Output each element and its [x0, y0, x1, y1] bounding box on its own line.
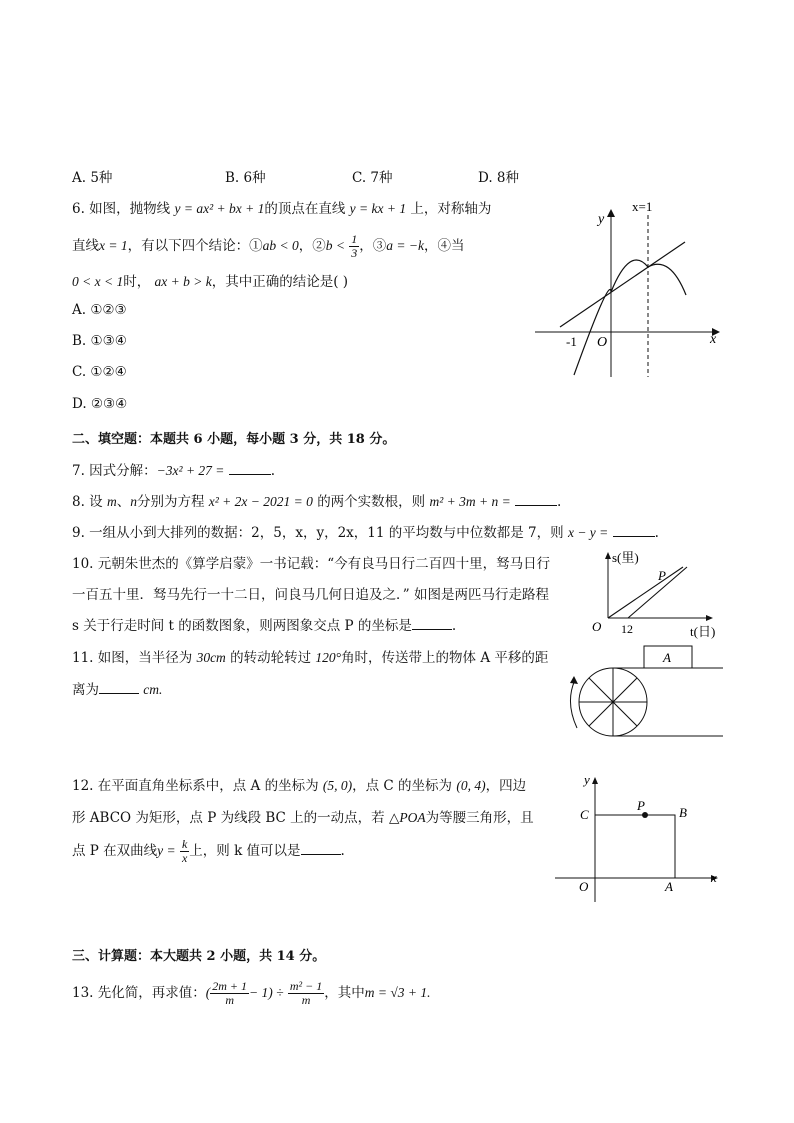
label-A: A	[663, 650, 671, 665]
label-s: s(里)	[612, 550, 639, 565]
q6-option-d: D. ②③④	[72, 396, 128, 412]
q12-rectangle-graph	[553, 768, 723, 908]
fraction-one-third: $\frac{1}{3}$	[351, 232, 358, 260]
q7: 7. 因式分解：−3x² + 27 = .	[72, 463, 276, 479]
option-d: D. 8种	[478, 170, 520, 186]
answer-blank	[613, 524, 655, 537]
answer-blank	[515, 493, 557, 506]
q6-line-1: 6. 如图，抛物线 y = ax² + bx + 1的顶点在直线 y = kx + 1 上，对称轴为	[72, 201, 492, 217]
label-C: C	[580, 807, 589, 822]
q8: 8. 设 m、n分别为方程 x² + 2x − 2021 = 0 的两个实数根，则 m² + 3m + n = .	[72, 494, 562, 510]
option-a: A. 5种	[72, 170, 113, 186]
answer-blank	[301, 842, 341, 855]
q6-line-2: 直线x = 1，有以下四个结论：①ab < 0，②b < $\frac{1}{3}$ ，③a = −k，④当	[72, 232, 465, 260]
label-B: B	[679, 805, 687, 820]
label-origin: O	[597, 335, 608, 350]
q11-conveyor-graph	[565, 640, 725, 745]
q10-distance-time-graph	[586, 545, 726, 645]
q10-line-2: 一百五十里．驽马先行一十二日，问良马几何日追及之．” 如图是两匹马行走路程	[72, 587, 549, 603]
q13: 13. 先化简，再求值：( $\frac{2m + 1}{m}$ − 1) ÷ $\frac{\text{m² − 1}}{m}$ ，其中m = √3 + 1.	[72, 979, 431, 1007]
label-x-eq-1: x=1	[632, 199, 653, 214]
rotation-arrow	[570, 680, 577, 728]
q6-option-b: B. ①③④	[72, 333, 127, 349]
answer-blank	[412, 617, 452, 630]
q10-line-1: 10. 元朝朱世杰的《算学启蒙》一书记载：“今有良马日行二百四十里，驽马日行	[72, 556, 551, 572]
label-O: O	[579, 879, 589, 894]
line-y-kx-1	[560, 242, 685, 327]
label-y: y	[584, 772, 590, 787]
q6-parabola-graph	[530, 195, 730, 380]
label-P: P	[637, 798, 645, 813]
y-axis-arrow	[607, 209, 615, 217]
option-c: C. 7种	[352, 170, 393, 186]
q6-option-a: A. ①②③	[72, 302, 127, 318]
label-A: A	[665, 879, 673, 894]
label-O: O	[592, 619, 602, 634]
wheel	[579, 668, 647, 736]
label-P: P	[658, 568, 666, 583]
label-t: t(日)	[690, 624, 716, 639]
section-2-title: 二、填空题：本题共 6 小题，每小题 3 分，共 18 分。	[72, 432, 396, 447]
label-neg1: -1	[566, 334, 577, 349]
label-12: 12	[621, 622, 633, 636]
option-b: B. 6种	[225, 170, 266, 186]
q9: 9. 一组从小到大排列的数据：2，5，x，y，2x，11 的平均数与中位数都是 7，则 x − y = .	[72, 525, 659, 541]
slow-horse-line	[608, 567, 683, 618]
parabola	[574, 260, 686, 375]
q6-option-c: C. ①②④	[72, 364, 127, 380]
label-x: x	[711, 870, 717, 885]
answer-blank	[229, 462, 271, 475]
q12-line-1: 12. 在平面直角坐标系中，点 A 的坐标为 (5, 0)，点 C 的坐标为 (0, 4)，四边	[72, 778, 527, 794]
q10-line-3: s 关于行走时间 t 的函数图象，则两图象交点 P 的坐标是 .	[72, 618, 457, 634]
label-y: y	[598, 212, 605, 227]
q11-line-1: 11. 如图，当半径为 30cm 的转动轮转过 120°角时，传送带上的物体 A 平移的距	[72, 650, 549, 666]
q12-line-3: 点 P 在双曲线y = $\frac{k}{x}$ 上，则 k 值可以是 .	[72, 837, 345, 865]
q12-line-2: 形 ABCO 为矩形，点 P 为线段 BC 上的一动点，若 △POA为等腰三角形，且	[72, 810, 534, 826]
section-3-title: 三、计算题：本大题共 2 小题，共 14 分。	[72, 949, 326, 964]
q6-line-3: 0 < x < 1时， ax + b > k，其中正确的结论是( )	[72, 274, 349, 290]
answer-blank	[99, 681, 139, 694]
rectangle-ABCO	[595, 815, 675, 878]
q11-line-2: 离为 cm.	[72, 682, 163, 698]
label-x: x	[710, 332, 717, 347]
